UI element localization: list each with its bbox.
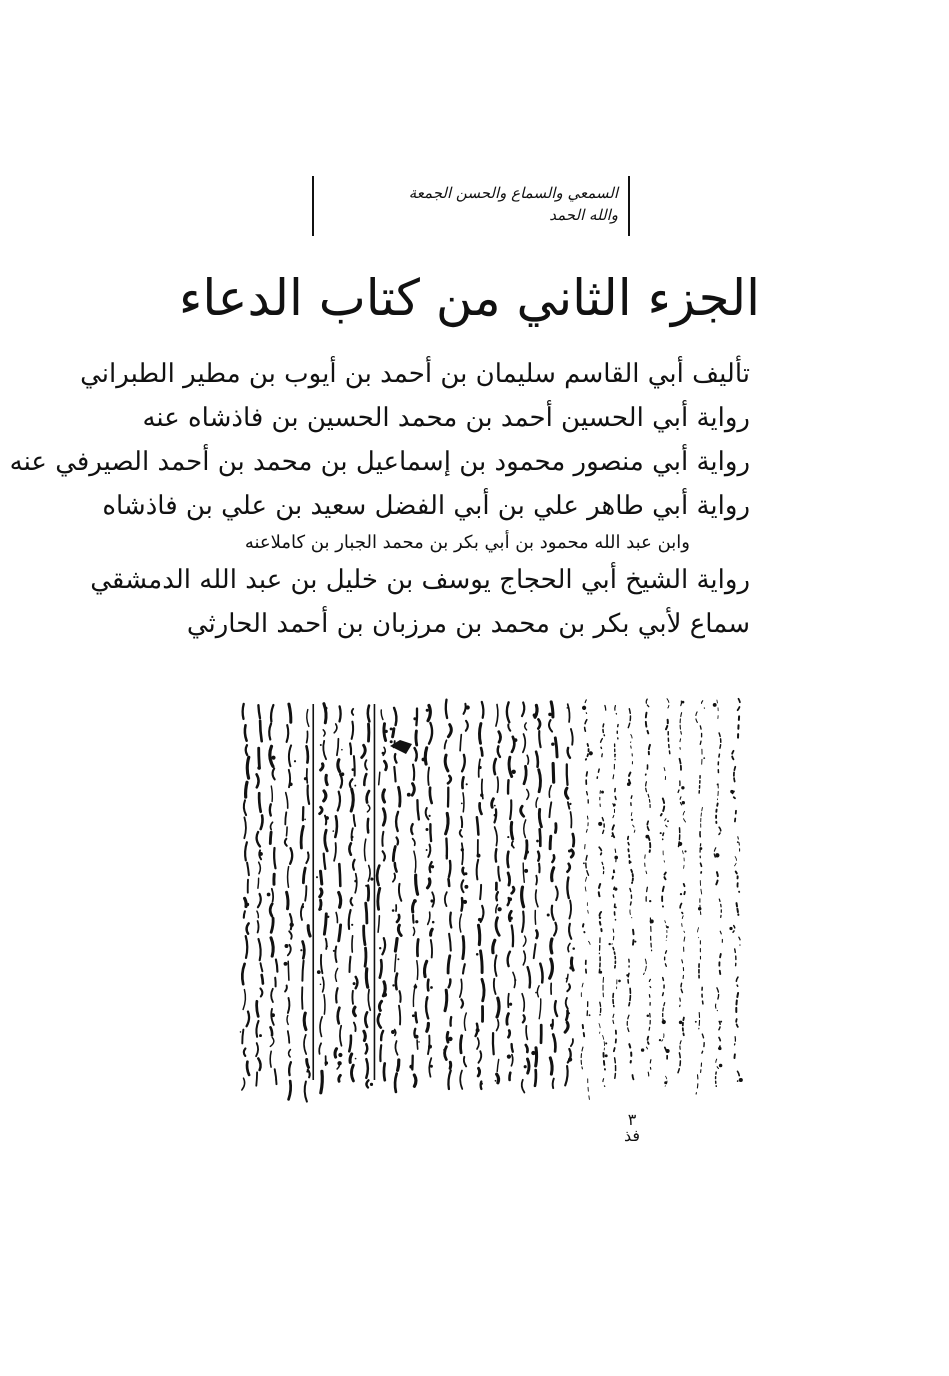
manuscript-column <box>407 709 420 1087</box>
manuscript-column <box>531 705 542 1085</box>
attribution-block <box>9 352 750 646</box>
manuscript-column <box>267 705 278 1084</box>
attribution-line-narrator-2: رواية أبي منصور محمود بن إسماعيل بن محمد بن أحمد الصيرفي عنه <box>9 447 750 477</box>
manuscript-facsimile-image <box>240 694 742 1088</box>
manuscript-column <box>581 700 593 1100</box>
manuscript-column <box>521 703 530 1093</box>
manuscript-column <box>492 705 502 1083</box>
manuscript-column <box>316 704 329 1093</box>
manuscript-column <box>460 704 470 1089</box>
attribution-line-author: تأليف أبي القاسم سليمان بن أحمد بن أيوب بن مطير الطبراني <box>80 359 750 389</box>
manuscript-column <box>476 702 484 1089</box>
top-bracketed-note <box>312 176 630 236</box>
manuscript-column <box>641 699 654 1080</box>
facsimile-drawing <box>240 694 742 1088</box>
manuscript-column <box>349 709 358 1081</box>
manuscript-column <box>547 702 558 1088</box>
manuscript-column <box>332 706 344 1081</box>
manuscript-column <box>507 702 518 1080</box>
ornament-mark <box>390 740 412 754</box>
manuscript-column <box>362 706 374 1088</box>
manuscript-column <box>609 706 621 1079</box>
folio-mark: ٣ فذ <box>623 1110 641 1145</box>
manuscript-column <box>729 699 742 1082</box>
attribution-line-audition: سماع لأبي بكر بن محمد بن مرزبان بن أحمد الحارثي <box>186 609 750 639</box>
manuscript-column <box>443 700 452 1089</box>
top-note-line-1: السمعي والسماع والحسن الجمعة <box>408 184 618 202</box>
manuscript-column <box>565 704 575 1085</box>
manuscript-column <box>377 710 388 1080</box>
manuscript-column <box>300 710 310 1102</box>
manuscript-column <box>713 700 723 1086</box>
manuscript-column <box>284 704 297 1099</box>
manuscript-column <box>422 705 435 1076</box>
manuscript-column <box>390 708 402 1092</box>
top-note-line-2: والله الحمد <box>549 206 618 224</box>
manuscript-column <box>240 704 250 1090</box>
attribution-line-narrator-1: رواية أبي الحسين أحمد بن محمد الحسين بن فاذشاه عنه <box>142 403 750 433</box>
manuscript-column <box>597 706 607 1087</box>
attribution-line-narrator-3: رواية أبي طاهر علي بن أبي الفضل سعيد بن علي بن فاذشاه <box>102 491 750 521</box>
manuscript-column <box>659 699 670 1086</box>
attribution-line-narrator-4: وابن عبد الله محمود بن أبي بكر بن محمد الجبار بن كاملاعنه <box>244 532 690 553</box>
manuscript-column <box>695 701 705 1094</box>
page-title: الجزء الثاني من كتاب الدعاء <box>178 269 760 327</box>
attribution-line-narrator-5: رواية الشيخ أبي الحجاج يوسف بن خليل بن عبد الله الدمشقي <box>90 565 750 595</box>
manuscript-column <box>678 701 687 1073</box>
manuscript-column <box>626 709 636 1082</box>
manuscript-column <box>256 705 263 1085</box>
